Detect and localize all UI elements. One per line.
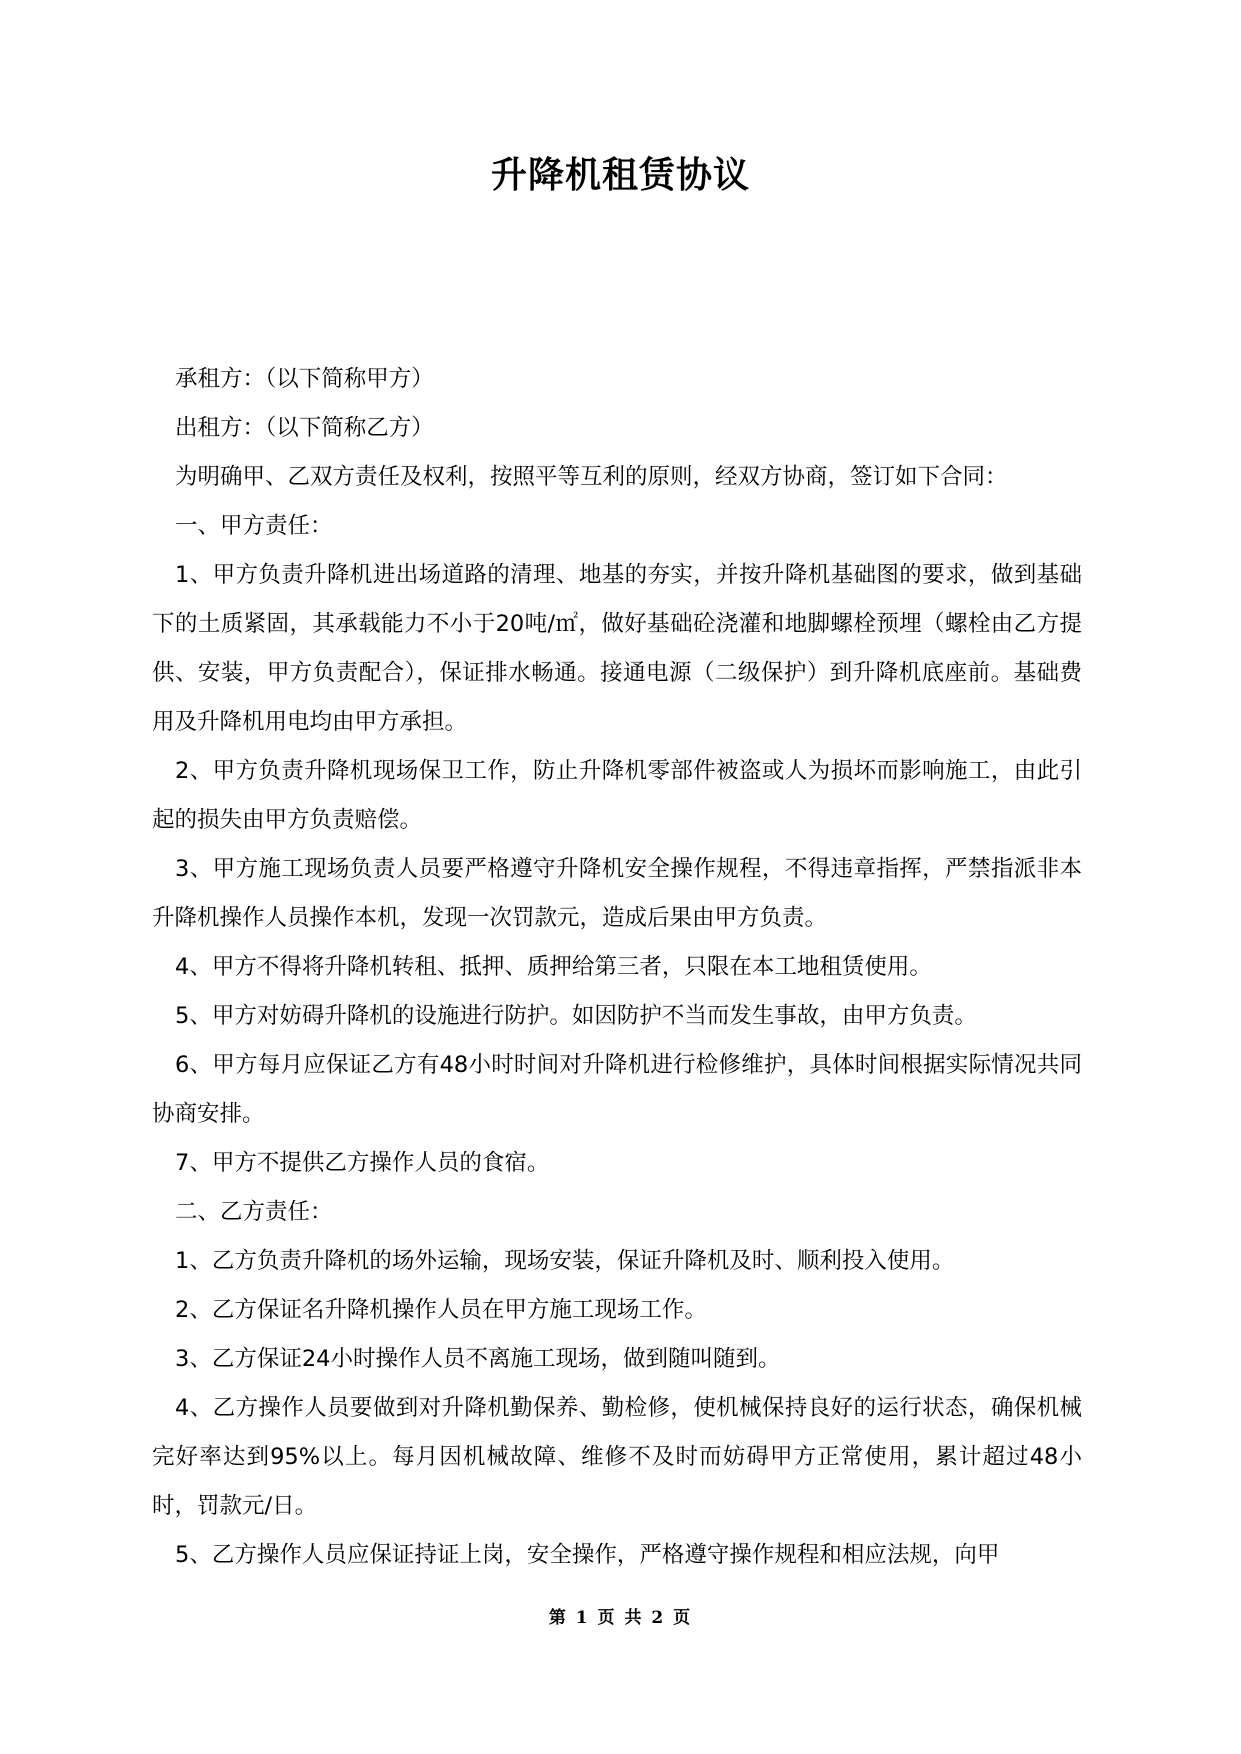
clause-a-4: 4、甲方不得将升降机转租、抵押、质押给第三者，只限在本工地租赁使用。 [175,954,932,980]
clause-a-7: 7、甲方不提供乙方操作人员的食宿。 [175,1150,550,1176]
section-heading-party-a: 一、甲方责任： [175,513,333,539]
clause-a-2: 2、甲方负责升降机现场保卫工作，防止升降机零部件被盗或人为损坏而影响施工，由此引起的损失由甲方负责赔偿。 [152,758,1082,833]
clause-b-5: 5、乙方操作人员应保证持证上岗，安全操作，严格遵守操作规程和相应法规，向甲 [175,1542,1000,1568]
paragraph-preamble: 为明确甲、乙双方责任及权利，按照平等互利的原则，经双方协商，签订如下合同： [175,464,1008,490]
clause-a-1: 1、甲方负责升降机进出场道路的清理、地基的夯实，并按升降机基础图的要求，做到基础下的土质紧固，其承载能力不小于20吨/㎡，做好基础砼浇灌和地脚螺栓预埋（螺栓由乙方提供、安装，甲方负责配合），保证排水畅通。接通电源（二级保护）到升降机底座前。基础费用及升降机用电均由甲方承担。 [152,562,1082,735]
page-footer: 第 1 页 共 2 页 [548,1608,693,1628]
paragraph-lessor: 出租方：（以下简称乙方） [175,415,434,441]
paragraph-lessee: 承租方：（以下简称甲方） [175,366,434,392]
section-heading-party-b: 二、乙方责任： [175,1199,333,1225]
clause-a-3: 3、甲方施工现场负责人员要严格遵守升降机安全操作规程，不得违章指挥，严禁指派非本升降机操作人员操作本机，发现一次罚款元，造成后果由甲方负责。 [152,856,1082,931]
clause-b-1: 1、乙方负责升降机的场外运输，现场安装，保证升降机及时、顺利投入使用。 [175,1248,955,1274]
document-body [152,355,1082,1580]
clause-a-6: 6、甲方每月应保证乙方有48小时时间对升降机进行检修维护，具体时间根据实际情况共同协商安排。 [152,1052,1082,1127]
clause-b-2: 2、乙方保证名升降机操作人员在甲方施工现场工作。 [175,1297,707,1323]
clause-b-3: 3、乙方保证24小时操作人员不离施工现场，做到随叫随到。 [175,1346,781,1372]
document-title: 升降机租赁协议 [490,155,750,196]
clause-b-4: 4、乙方操作人员要做到对升降机勤保养、勤检修，使机械保持良好的运行状态，确保机械完好率达到95%以上。每月因机械故障、维修不及时而妨碍甲方正常使用，累计超过48小时，罚款元/日。 [152,1395,1082,1519]
clause-a-5: 5、甲方对妨碍升降机的设施进行防护。如因防护不当而发生事故，由甲方负责。 [175,1003,977,1029]
